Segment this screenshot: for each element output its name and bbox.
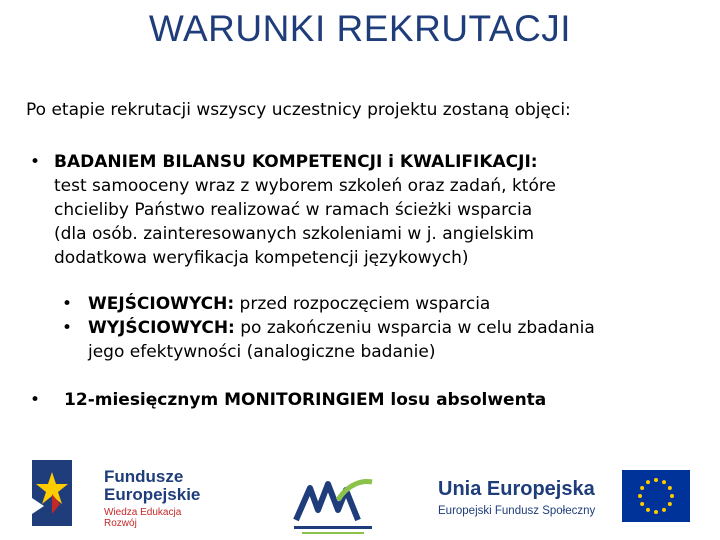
- sub-bullet-exit: [62, 316, 712, 364]
- eu-flag-icon: [622, 470, 690, 522]
- eu-star-icon: [640, 502, 644, 506]
- eu-star-icon: [670, 494, 674, 498]
- bullet-dot-icon: •: [30, 390, 41, 410]
- eu-star-icon: [662, 508, 666, 512]
- slide-title: WARUNKI REKRUTACJI: [148, 8, 572, 49]
- awf-logo-icon: [288, 470, 378, 540]
- bullet-dot-icon: •: [62, 318, 73, 338]
- fundusze-subtitle: Wiedza Edukacja Rozwój: [104, 507, 182, 529]
- sub-bullet-text: przed rozpoczęciem wsparcia: [234, 294, 491, 314]
- eu-star-icon: [654, 478, 658, 482]
- sub-bullet-bold: WYJŚCIOWYCH:: [88, 318, 235, 338]
- ue-subtitle: Europejski Fundusz Społeczny: [438, 505, 596, 517]
- bullet-dot-icon: •: [62, 294, 73, 314]
- bullet-monitoring: [30, 390, 546, 410]
- bullet-dot-icon: •: [30, 152, 41, 172]
- fundusze-title-line1: Fundusze: [104, 467, 184, 486]
- sub-bullet-text: po zakończeniu wsparcia w celu zbadania: [234, 318, 595, 338]
- sub-bullet-entry: [62, 292, 712, 316]
- sub-bullet-bold: WEJŚCIOWYCH:: [88, 294, 235, 314]
- eu-star-icon: [638, 494, 642, 498]
- bullet-line: (dla osób. zainteresowanych szkoleniami w j. angielskim: [54, 224, 535, 244]
- fundusze-star-icon: [30, 458, 74, 528]
- eu-star-icon: [668, 486, 672, 490]
- eu-star-icon: [654, 510, 658, 514]
- ue-title: Unia Europejska: [438, 478, 595, 500]
- eu-star-icon: [646, 480, 650, 484]
- eu-star-icon: [646, 508, 650, 512]
- bullet-competence-assessment: [30, 150, 710, 270]
- eu-star-icon: [640, 486, 644, 490]
- bullet-line: dodatkowa weryfikacja kompetencji językowych): [54, 248, 469, 268]
- bullet-bold-heading: 12-miesięcznym MONITORINGIEM losu absolwenta: [64, 390, 547, 410]
- eu-star-icon: [668, 502, 672, 506]
- bullet-line: test samooceny wraz z wyborem szkoleń oraz zadań, które: [54, 176, 556, 196]
- bullet-bold-heading: BADANIEM BILANSU KOMPETENCJI i KWALIFIKACJI:: [54, 152, 538, 172]
- intro-text: Po etapie rekrutacji wszyscy uczestnicy projektu zostaną objęci:: [26, 100, 571, 120]
- bullet-line: chcieliby Państwo realizować w ramach ścieżki wsparcia: [54, 200, 533, 220]
- logo-bar: [0, 450, 720, 540]
- eu-star-icon: [662, 480, 666, 484]
- sub-bullet-continuation: jego efektywności (analogiczne badanie): [88, 342, 436, 362]
- unia-europejska-logo: [438, 478, 595, 517]
- fundusze-title-line2: Europejskie: [104, 485, 201, 504]
- fundusze-europejskie-logo: [30, 458, 201, 529]
- sub-bullet-list: [62, 292, 712, 364]
